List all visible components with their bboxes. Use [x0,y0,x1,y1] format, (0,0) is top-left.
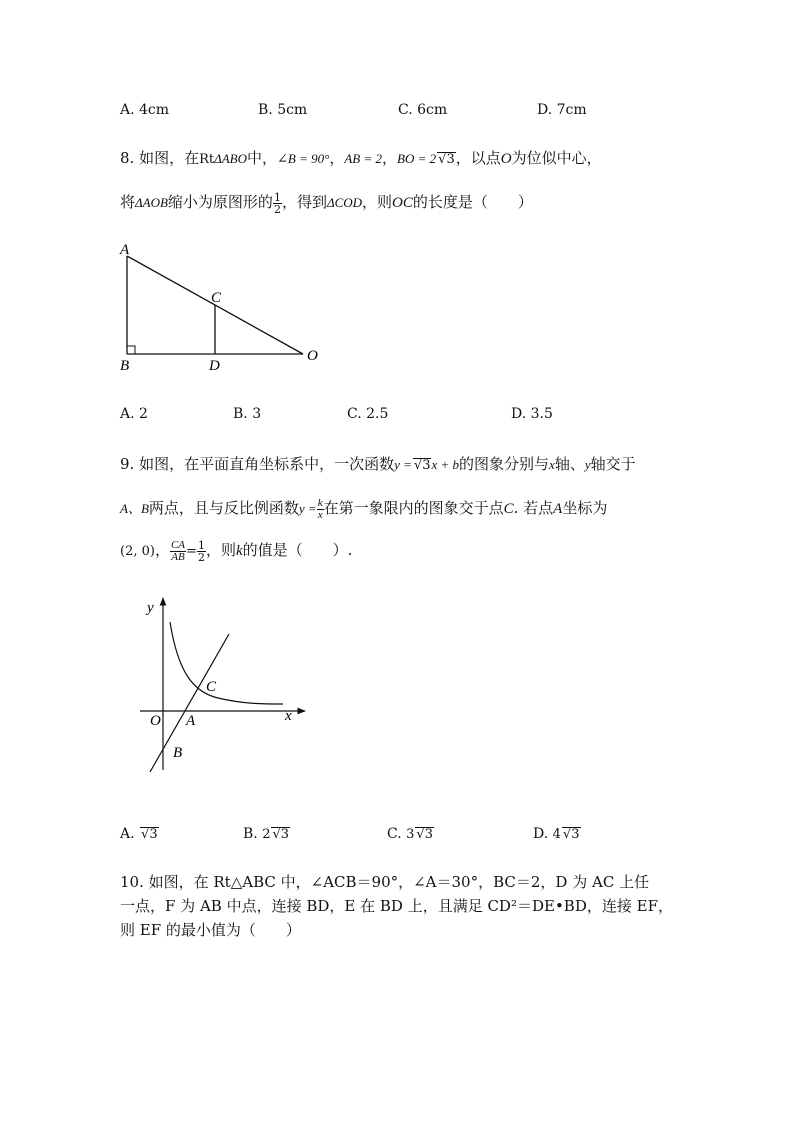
q9-line-3: (2, 0)， $\frac{CA}{AB}$ = $\frac{1}{2}$ ，则k的值是（ ）. [120,538,353,564]
q8-option-b: B. 3 [233,406,262,422]
label-c: C [211,290,222,306]
q8-option-a: A. 2 [120,406,148,422]
q9-option-d: D. 4 √3 [533,826,580,842]
label-x: x [285,708,292,724]
q10-line-1: 10. 如图，在 Rt△ABC 中，∠ACB＝90°，∠A＝30°，BC＝2，D 为 AC 上任 [120,873,650,891]
q9-option-b: B. 2 √3 [243,826,290,842]
q7-option-b: B. 5cm [258,102,308,118]
q9-line-2: A、B两点，且与反比例函数y = $\frac{k}{x}$ 在第一象限内的图象交于点C. 若点A坐标为 [120,496,608,521]
q8-line-1: 8. 如图，在RtΔABO中，∠B = 90°，AB = 2，BO = 2 √3，以点O为位似中心， [120,149,602,167]
label-d: D [209,358,220,374]
label-a: A [120,242,130,258]
q7-option-a: A. 4cm [120,102,170,118]
q8-line-2: 将ΔAOB缩小为原图形的 $\frac{1}{2}$ ，得到ΔCOD，则OC的长度是（ ） [120,190,533,216]
label-a: A [186,713,196,729]
linear-function-line [150,634,229,772]
label-y: y [147,600,154,616]
q9-option-c: C. 3 √3 [387,826,433,842]
right-angle-mark [127,346,135,354]
label-c: C [206,679,217,695]
label-b: B [173,745,183,761]
label-o: O [307,348,318,364]
q8-triangle-figure [110,236,340,381]
q7-option-d: D. 7cm [537,102,587,118]
label-b: B [120,358,130,374]
q8-option-d: D. 3.5 [511,406,553,422]
label-o: O [150,713,161,729]
q9-coordinate-figure [138,592,318,782]
q8-option-c: C. 2.5 [347,406,389,422]
inverse-function-curve [170,622,283,704]
q7-option-c: C. 6cm [398,102,448,118]
q9-line-1: 9. 如图，在平面直角坐标系中，一次函数y = √3x + b的图象分别与x轴、y轴交于 [120,455,636,473]
q9-option-a: A. √3 [120,826,158,842]
q10-line-3: 则 EF 的最小值为（ ） [120,921,301,939]
q10-line-2: 一点，F 为 AB 中点，连接 BD，E 在 BD 上，且满足 CD²＝DE•BD，连接 EF， [120,897,673,915]
